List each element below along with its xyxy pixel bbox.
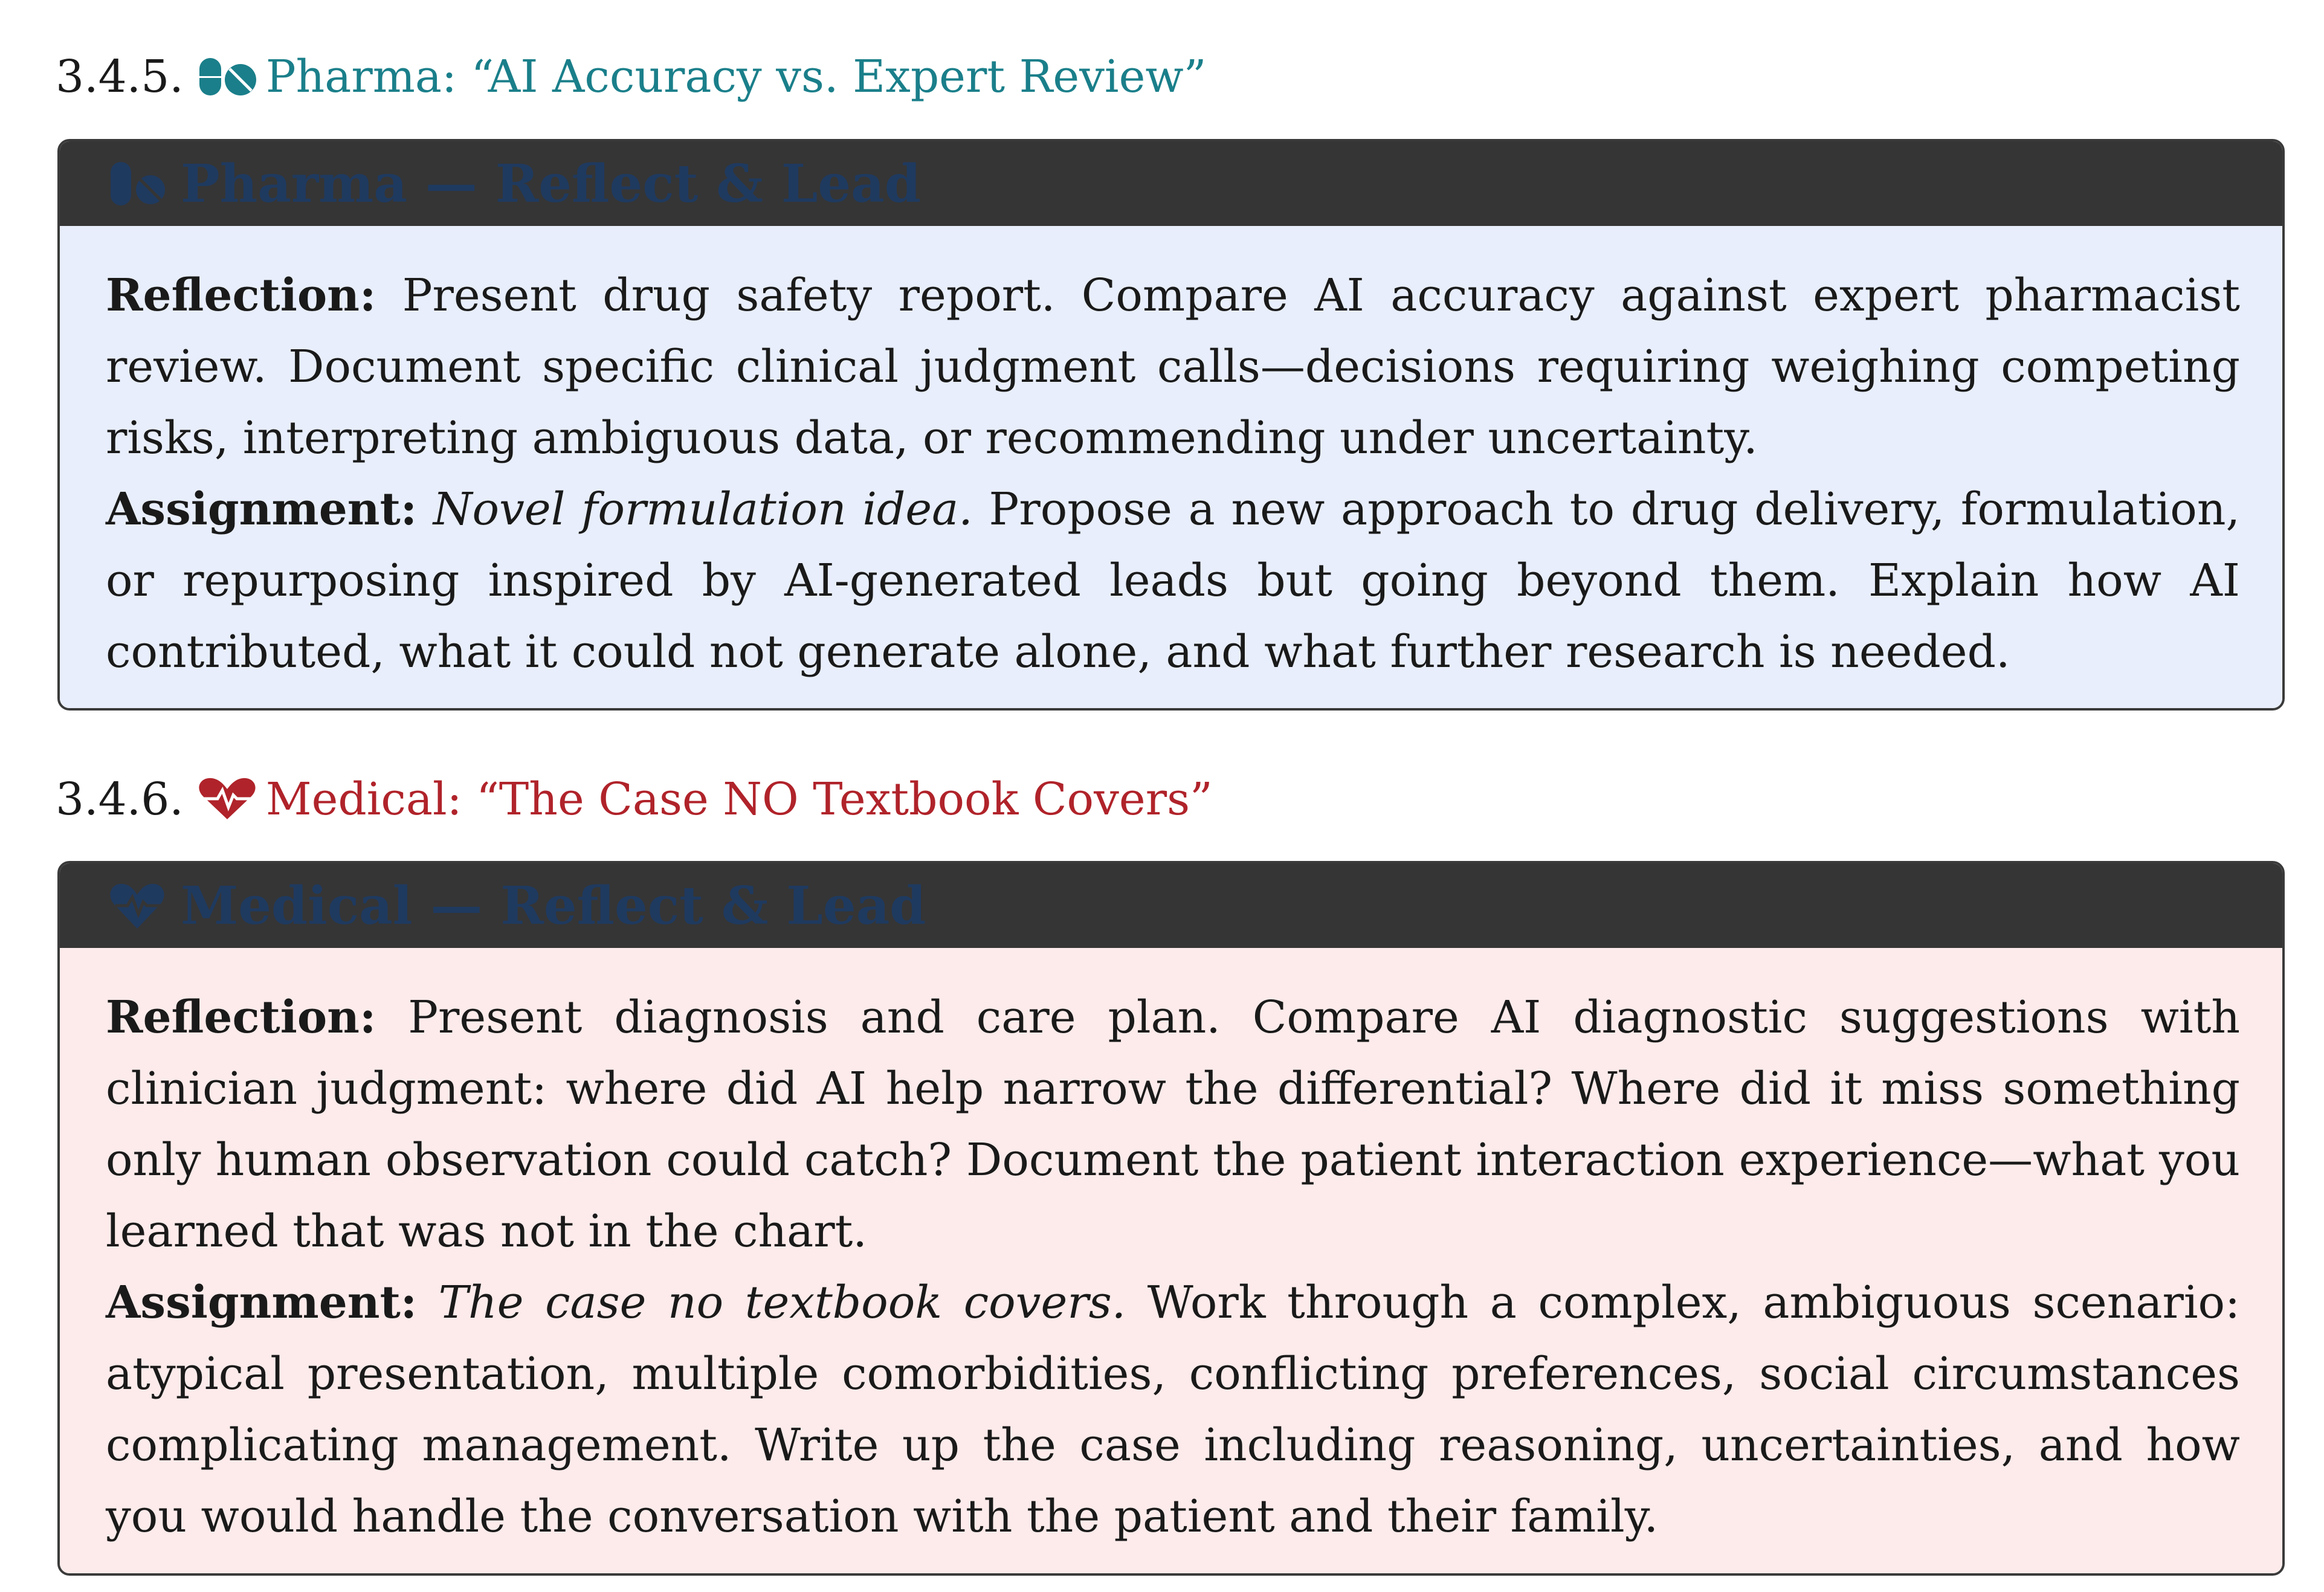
- section-heading-pharma: [56, 50, 1207, 104]
- reflect-lead-box-medical: [57, 861, 2285, 1576]
- box-body: [60, 226, 2282, 711]
- reflection-label: Reflection:: [106, 269, 376, 321]
- assignment-text: Propose a new approach to drug delivery, formulation, or repurposing inspired by AI-generated leads but going beyond them. Explain how AI contributed, what it could not generate alone, and what further research is needed.: [106, 483, 2240, 678]
- box-header: [60, 863, 2282, 948]
- section-title: Pharma: “AI Accuracy vs. Expert Review”: [265, 51, 1207, 103]
- heartbeat-icon: [197, 777, 257, 822]
- reflection-paragraph: [106, 982, 2240, 1267]
- section-title: Medical: “The Case NO Textbook Covers”: [265, 773, 1213, 825]
- heartbeat-icon: [108, 880, 166, 931]
- assignment-text: Work through a complex, ambiguous scenario: atypical presentation, multiple comorbidities, conflicting preferences, social circumstances complicating management. Write up the case including reasoning, uncertainties, and how you would handle the conversation with the patient and their family.: [106, 1277, 2240, 1542]
- assignment-paragraph: [106, 474, 2240, 688]
- reflection-paragraph: [106, 260, 2240, 474]
- reflection-text: Present diagnosis and care plan. Compare AI diagnostic suggestions with clinician judgment: where did AI help narrow the differential? Where did it miss something only human observation could catch? Document the patient interaction experience—what you learned that was not in the chart.: [106, 991, 2240, 1257]
- assignment-label: Assignment:: [106, 1277, 418, 1329]
- box-body: [60, 948, 2282, 1576]
- reflection-text: Present drug safety report. Compare AI accuracy against expert pharmacist review. Document specific clinical judgment calls—decisions requiring weighing competing risks, interpreting ambiguous data, or recommending under uncertainty.: [106, 269, 2240, 464]
- section-number: 3.4.6.: [56, 773, 184, 825]
- section-number: 3.4.5.: [56, 51, 184, 103]
- box-header: [60, 141, 2282, 226]
- reflection-label: Reflection:: [106, 991, 376, 1043]
- assignment-title: The case no textbook covers.: [417, 1277, 1126, 1329]
- pills-icon: [197, 54, 257, 99]
- box-header-title: Medical — Reflect & Lead: [181, 875, 926, 936]
- assignment-title: Novel formulation idea.: [417, 483, 973, 535]
- pills-icon: [108, 158, 166, 209]
- assignment-paragraph: [106, 1267, 2240, 1552]
- section-heading-medical: [56, 772, 1213, 827]
- reflect-lead-box-pharma: [57, 139, 2285, 711]
- assignment-label: Assignment:: [106, 483, 418, 535]
- box-header-title: Pharma — Reflect & Lead: [181, 153, 921, 214]
